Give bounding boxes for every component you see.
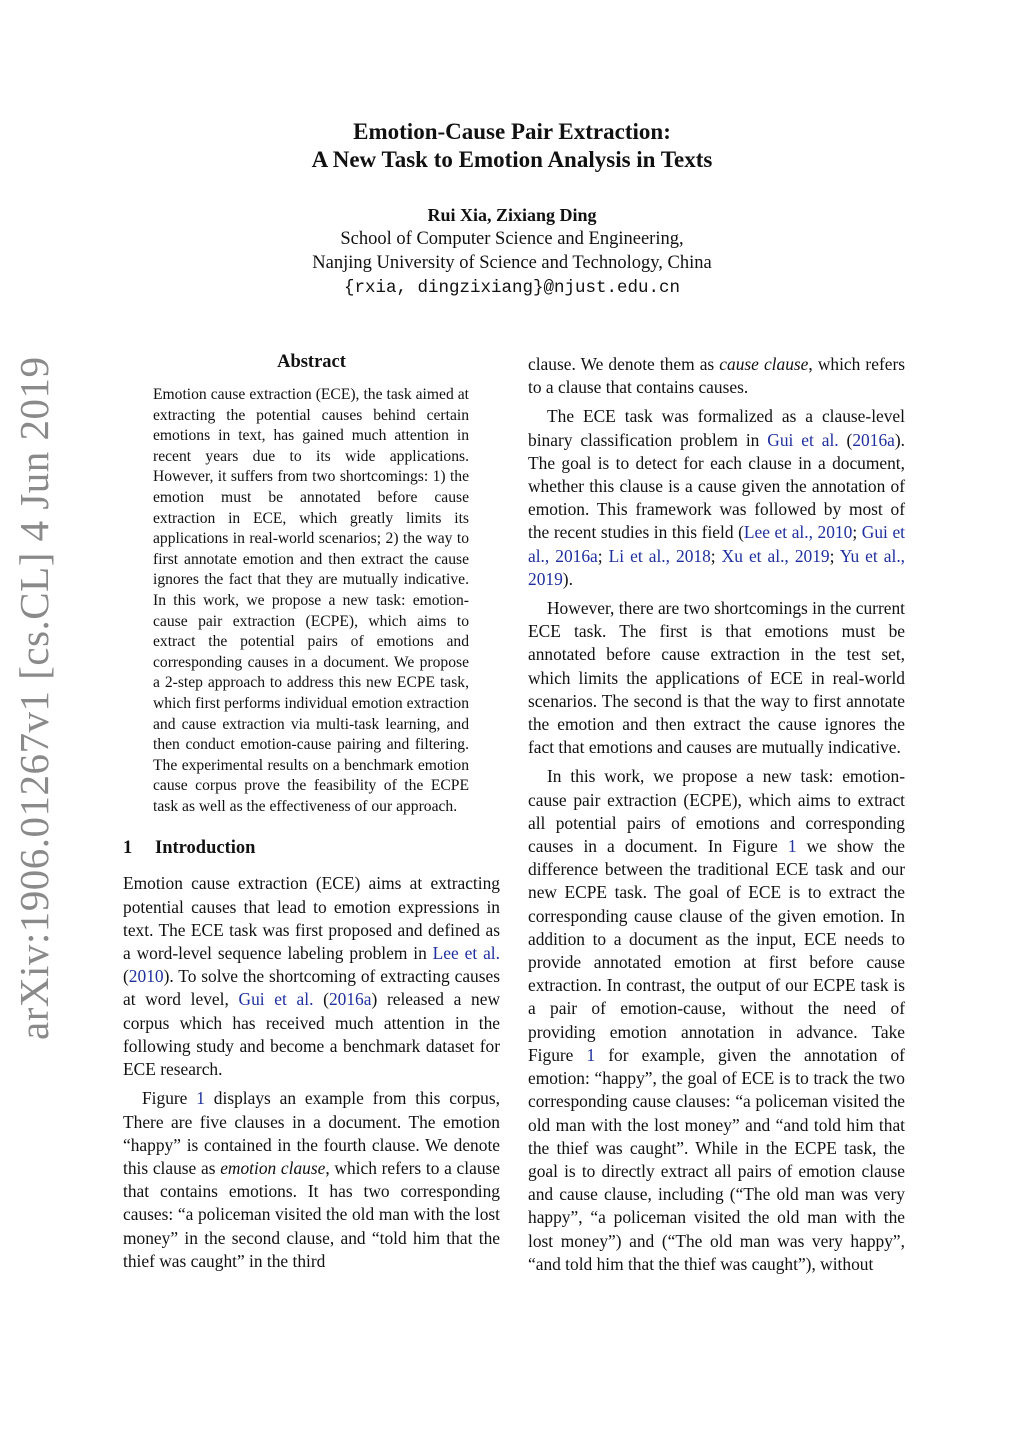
arxiv-identifier: arXiv:1906.01267v1 [cs.CL] 4 Jun 2019 bbox=[11, 356, 57, 1040]
section-number: 1 bbox=[123, 838, 133, 859]
term-cause-clause: cause clause bbox=[719, 354, 809, 374]
author-names: Rui Xia, Zixiang Ding bbox=[427, 205, 597, 225]
affiliation-line-2: Nanjing University of Science and Technology, China bbox=[312, 253, 712, 273]
figure-reference-link[interactable]: 1 bbox=[787, 836, 797, 857]
citation-link[interactable]: Gui et al., 2016a bbox=[528, 522, 905, 566]
author-email: {rxia, dingzixiang}@njust.edu.cn bbox=[343, 278, 681, 298]
author-block bbox=[0, 203, 1024, 301]
section-title: Introduction bbox=[155, 838, 256, 859]
citation-link[interactable]: Gui et al. bbox=[767, 429, 839, 450]
citation-link[interactable]: Xu et al., 2019 bbox=[721, 545, 830, 566]
abstract-text: Emotion cause extraction (ECE), the task aimed at extracting the potential causes behind certain emotions in text, has gained much attention in recent years due to its wide applications. However, it suffers from two shortcomings: 1) the emotion must be annotated before cause extraction in ECE, which greatly limits its applications in real-world scenarios; 2) the way to first annotate emotion and then extract the cause ignores the fact that they are mutually indicative. In this work, we propose a new task: emotion-cause pair extraction (ECPE), which aims to extract the potential pairs of emotions and corresponding causes in a document. We propose a 2-step approach to address this new ECPE task, which first performs individual emotion extraction and cause extraction via multi-task learning, and then conduct emotion-cause pairing and filtering. The experimental results on a benchmark emotion cause corpus prove the feasibility of the ECPE task as well as the effectiveness of our approach. bbox=[153, 386, 469, 815]
right-column bbox=[528, 353, 905, 1282]
citation-year-link[interactable]: 2016a bbox=[328, 989, 372, 1010]
figure-reference-link[interactable]: 1 bbox=[586, 1044, 596, 1065]
body-paragraph-2: The ECE task was formalized as a clause-level binary classification problem in Gui et al. (2016a). The goal is to detect for each clause in a document, whether this clause is a cause given the annotation of emotion. This framework was followed by most of the recent studies in this field (Lee et al., 2010; Gui et al., 2016a; Li et al., 2018; Xu et al., 2019; Yu et al., 2019). bbox=[528, 406, 906, 589]
paper-title bbox=[0, 118, 1024, 174]
title-line-2: A New Task to Emotion Analysis in Texts bbox=[311, 147, 713, 172]
body-paragraph-3: However, there are two shortcomings in the current ECE task. The first is that emotions must be annotated before cause extraction in the test set, which limits the applications of ECE in real-world scenarios. The second is that the way to first annotate the emotion and then extract the cause ignores the fact that emotions and causes are mutually indicative. bbox=[528, 598, 905, 758]
citation-year-link[interactable]: 2010 bbox=[128, 966, 164, 987]
citation-link[interactable]: Lee et al. bbox=[432, 943, 500, 964]
citation-link[interactable]: Yu et al., 2019 bbox=[528, 545, 906, 589]
citation-link[interactable]: Gui et al. bbox=[238, 989, 314, 1010]
left-column bbox=[123, 350, 500, 1279]
citation-year-link[interactable]: 2016a bbox=[852, 429, 895, 450]
body-paragraph-1: clause. We denote them as cause clause, which refers to a clause that contains causes. bbox=[528, 354, 906, 398]
citation-link[interactable]: Li et al., 2018 bbox=[608, 545, 711, 566]
abstract-heading: Abstract bbox=[277, 352, 346, 372]
figure-reference-link[interactable]: 1 bbox=[196, 1088, 205, 1109]
term-emotion-clause: emotion clause bbox=[220, 1157, 326, 1178]
body-paragraph-4: In this work, we propose a new task: emotion-cause pair extraction (ECPE), which aims to extract all potential pairs of emotions and corresponding causes in a document. In Figure 1 we show the difference between the traditional ECE task and our new ECPE task. The goal of ECE is to extract the corresponding cause clause of the given emotion. In addition to a document as the input, ECE needs to provide annotated emotion at first before cause extraction. In contrast, the output of our ECPE task is a pair of emotion-cause, without the need of providing emotion annotation in advance. Take Figure 1 for example, given the annotation of emotion: “happy”, the goal of ECE is to track the two corresponding cause clauses: “a policeman visited the old man with the lost money” and “and told him that the thief was caught”. While in the ECPE task, the goal is to directly extract all pairs of emotion clause and cause clause, including (“The old man was very happy”, “a policeman visited the old man with the lost money”) and (“The old man was very happy”, “and told him that the thief was caught”), without bbox=[528, 766, 905, 1274]
affiliation-line-1: School of Computer Science and Engineering, bbox=[340, 229, 684, 249]
title-line-1: Emotion-Cause Pair Extraction: bbox=[353, 119, 671, 144]
citation-link[interactable]: Lee et al., 2010 bbox=[743, 522, 853, 543]
section-heading-introduction bbox=[123, 836, 500, 860]
intro-paragraph-1: Emotion cause extraction (ECE) aims at extracting potential causes that lead to emotion expressions in text. The ECE task was first proposed and defined as a word-level sequence labeling problem in Lee et al. (2010). To solve the shortcoming of extracting causes at word level, Gui et al. (2016a) released a new corpus which has received much attention in the following study and become a benchmark dataset for ECE research. bbox=[123, 873, 501, 1080]
intro-paragraph-2: Figure 1 displays an example from this corpus, There are five clauses in a document. The emotion “happy” is contained in the fourth clause. We denote this clause as emotion clause, which refers to a clause that contains emotions. It has two corresponding causes: “a policeman visited the old man with the lost money” in the second clause, and “told him that the thief was caught” in the third bbox=[123, 1088, 501, 1271]
